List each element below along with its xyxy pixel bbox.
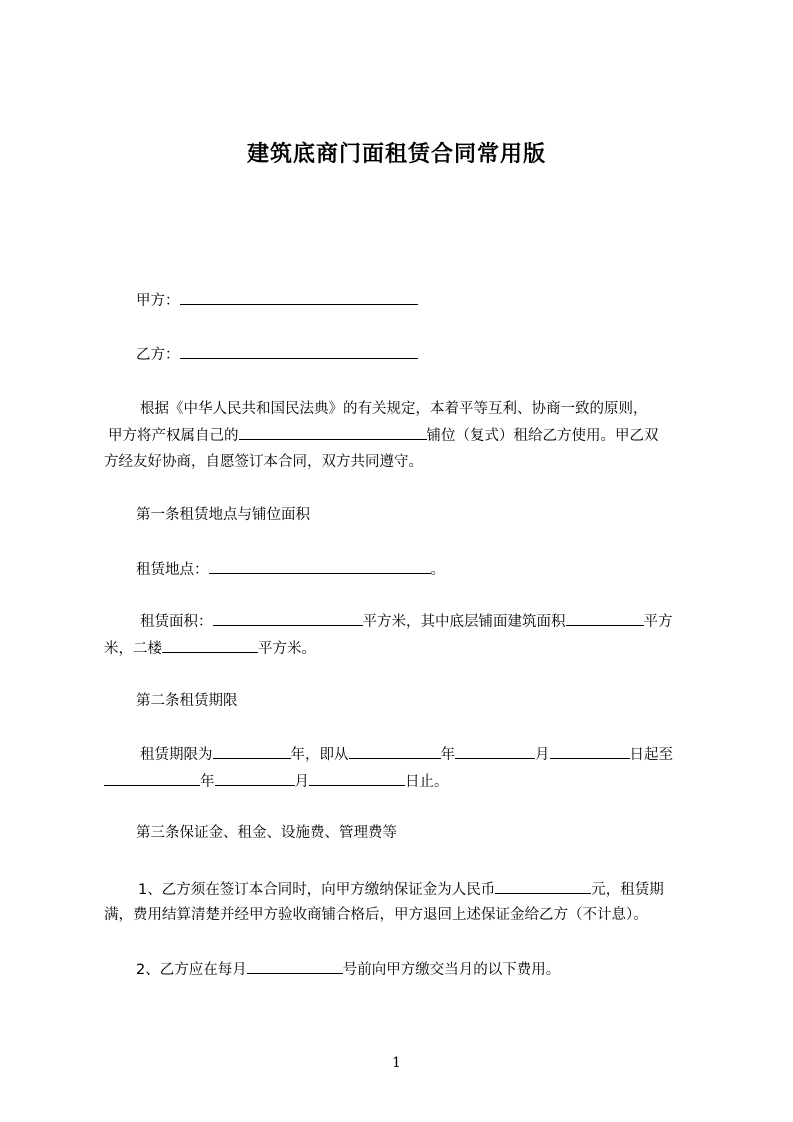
area-line2-a: 米，二楼 <box>104 641 162 657</box>
payment-text-b: 号前向甲方缴交当月的以下费用。 <box>342 962 561 978</box>
deposit-amount-blank[interactable] <box>495 878 591 894</box>
article-3-heading: 第三条保证金、租金、设施费、管理费等 <box>136 825 397 841</box>
term-month: 月 <box>535 747 550 763</box>
deposit-text-a: 1、乙方须在签订本合同时，向甲方缴纳保证金为人民币 <box>138 882 496 898</box>
intro-text-1: 根据《中华人民共和国民法典》的有关规定，本着平等互利、协商一致的原则， <box>140 401 648 417</box>
term-month-2: 月 <box>294 774 309 790</box>
page-number: 1 <box>392 1055 401 1071</box>
term-label: 租赁期限为 <box>140 747 213 763</box>
intro-line-2 <box>108 424 708 447</box>
area-line2-b: 平方米。 <box>258 641 316 657</box>
deposit-line-2 <box>104 904 704 926</box>
article-2-heading: 第二条租赁期限 <box>136 693 238 709</box>
intro-line-1 <box>140 398 740 420</box>
term-year-2: 年 <box>200 774 215 790</box>
term-years-blank[interactable] <box>213 743 291 759</box>
intro-text-2a: 甲方将产权属自己的 <box>108 428 239 444</box>
term-day-start: 日起至 <box>629 747 673 763</box>
term-line-2 <box>104 770 704 793</box>
article-1-heading: 第一条租赁地点与铺位面积 <box>136 507 310 523</box>
payment-text-a: 2、乙方应在每月 <box>136 962 247 978</box>
location-line <box>136 558 736 581</box>
party-a-label: 甲方： <box>136 293 180 309</box>
intro-line-3 <box>104 451 704 473</box>
deposit-text-b: 元，租赁期 <box>591 882 664 898</box>
area-line-1 <box>140 610 740 633</box>
second-floor-area-blank[interactable] <box>162 637 258 653</box>
property-blank[interactable] <box>239 424 427 440</box>
term-line-1 <box>140 743 740 766</box>
location-blank[interactable] <box>209 558 431 574</box>
deposit-text-line2: 满，费用结算清楚并经甲方验收商铺合格后，甲方退回上述保证金给乙方（不计息）。 <box>104 907 648 923</box>
location-label: 租赁地点： <box>136 562 209 578</box>
term-year-from: 年，即从 <box>290 747 349 763</box>
start-day-blank[interactable] <box>550 743 630 759</box>
deposit-line-1 <box>138 878 738 901</box>
intro-text-3: 方经友好协商，自愿签订本合同，双方共同遵守。 <box>104 454 423 470</box>
start-year-blank[interactable] <box>349 743 441 759</box>
intro-text-2b: 铺位（复式）租给乙方使用。甲乙双 <box>426 428 659 444</box>
payment-day-blank[interactable] <box>247 958 343 974</box>
area-unit-2: 平方 <box>643 614 673 630</box>
area-line-2 <box>104 637 704 660</box>
location-end: 。 <box>430 562 445 578</box>
end-year-blank[interactable] <box>104 770 200 786</box>
area-unit-1: 平方米，其中底层铺面建筑面积 <box>362 614 566 630</box>
area-label: 租赁面积： <box>140 614 213 630</box>
term-day-end: 日止。 <box>405 774 449 790</box>
term-year: 年 <box>440 747 455 763</box>
party-b-line <box>136 343 736 366</box>
party-a-blank[interactable] <box>180 289 418 305</box>
party-b-label: 乙方： <box>136 347 180 363</box>
payment-day-line <box>136 958 736 981</box>
party-a-line <box>136 289 736 312</box>
end-day-blank[interactable] <box>309 770 405 786</box>
total-area-blank[interactable] <box>213 610 363 626</box>
end-month-blank[interactable] <box>215 770 295 786</box>
ground-floor-area-blank[interactable] <box>566 610 644 626</box>
start-month-blank[interactable] <box>455 743 535 759</box>
party-b-blank[interactable] <box>180 343 418 359</box>
document-title: 建筑底商门面租赁合同常用版 <box>246 142 546 167</box>
